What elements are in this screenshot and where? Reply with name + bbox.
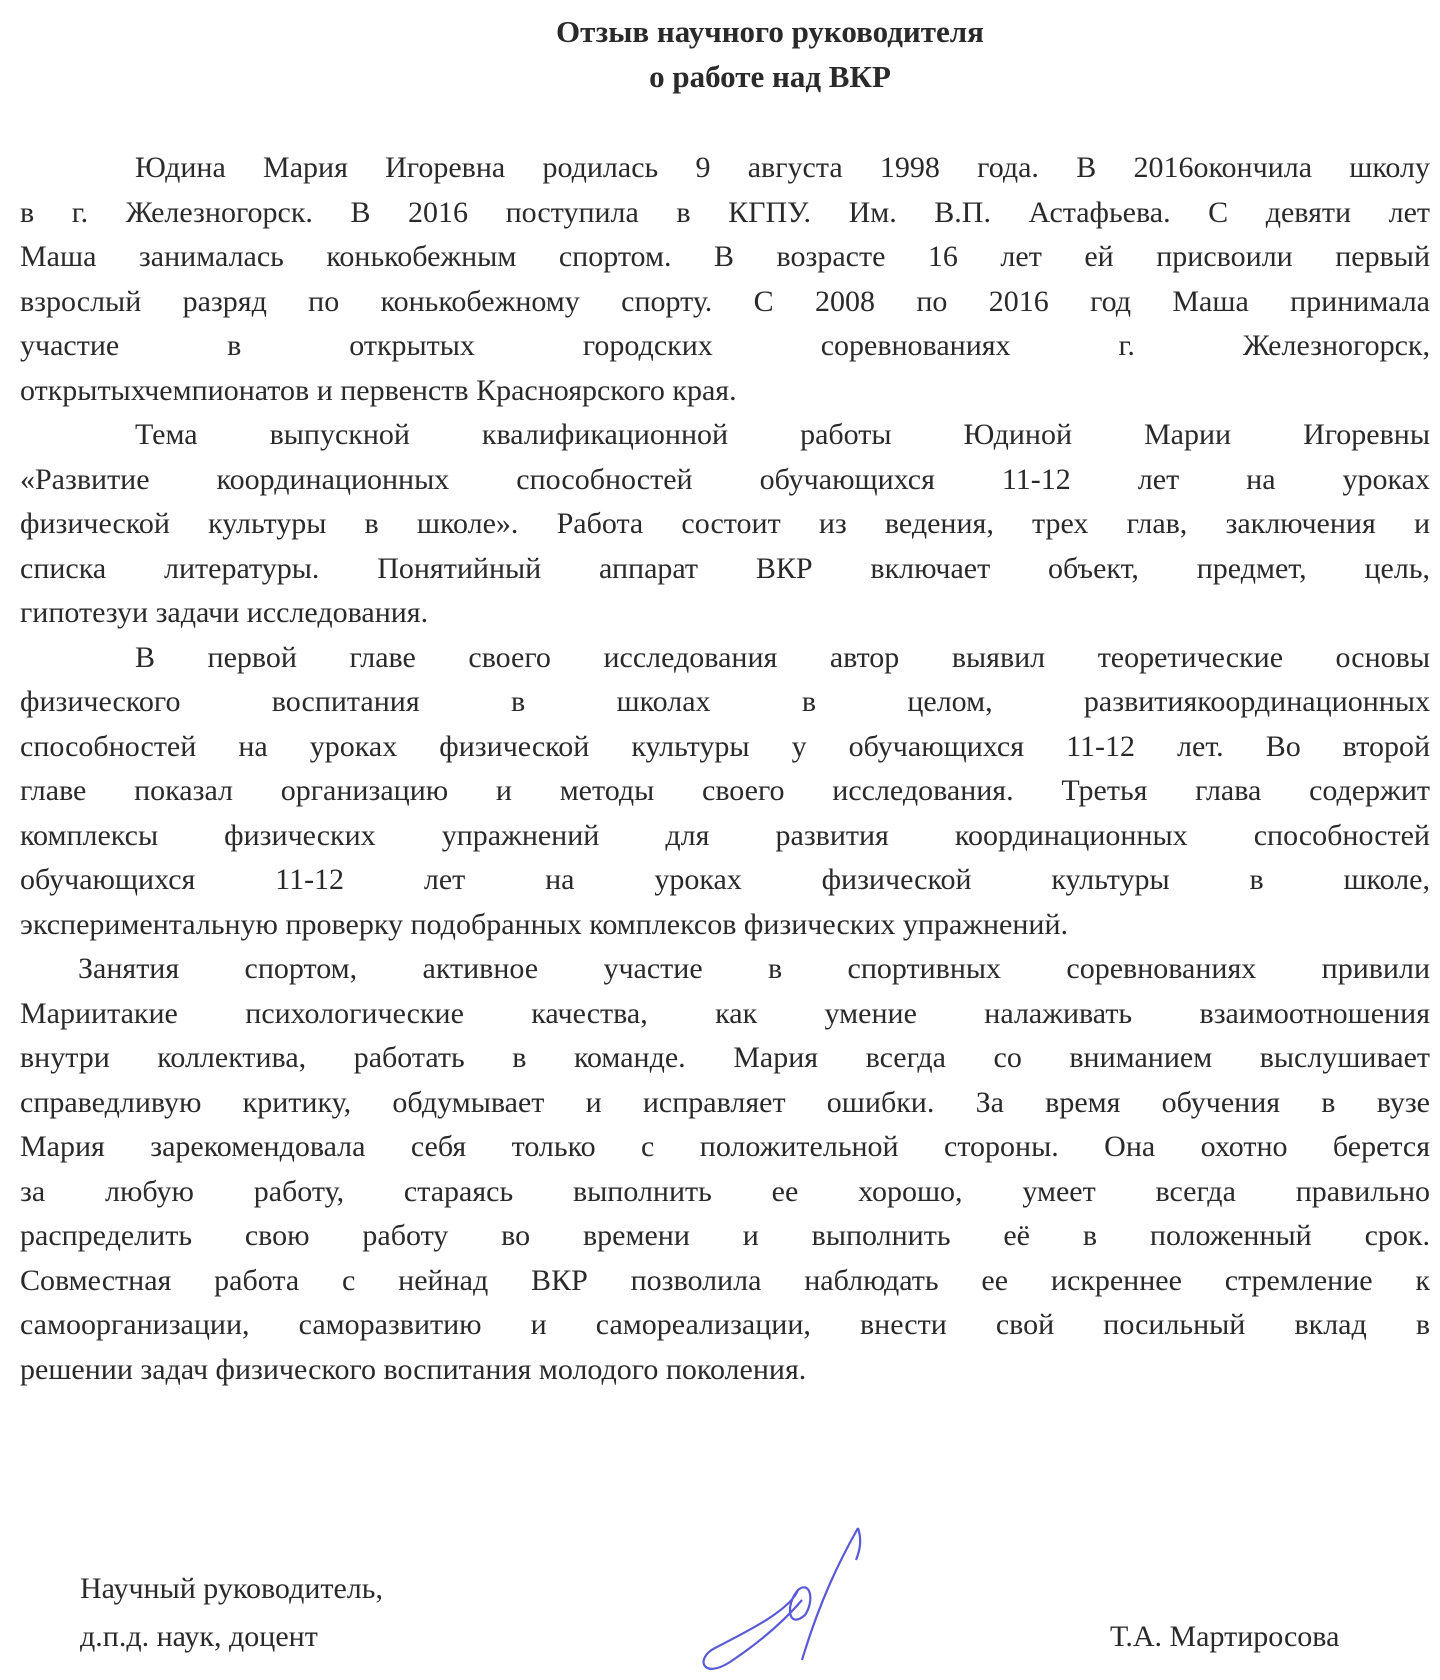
paragraph-line: решении задач физического воспитания молодого поколения. (20, 1352, 807, 1386)
supervisor-degree: д.п.д. наук, доцент (80, 1620, 318, 1653)
paragraph-line: Совместная работа с нейнад ВКР позволила наблюдать ее искреннее стремление к (20, 1263, 1430, 1297)
paragraph-line: В первой главе своего исследования автор выявил теоретические основы (135, 640, 1430, 674)
document-title: Отзыв научного руководителя (556, 14, 984, 49)
document-body (20, 146, 1430, 1392)
supervisor-name: Т.А. Мартиросова (1110, 1620, 1340, 1653)
paragraph-line: взрослый разряд по конькобежному спорту. С 2008 по 2016 год Маша принимала (20, 284, 1430, 318)
paragraph-line: участие в открытых городских соревнованиях г. Железногорск, (20, 329, 1430, 362)
paragraph-line: обучающихся 11-12 лет на уроках физической культуры в школе, (20, 863, 1430, 896)
paragraph-line: способностей на уроках физической культуры у обучающихся 11-12 лет. Во второй (20, 729, 1430, 763)
paragraph-line: физического воспитания в школах в целом, развитиякоординационных (20, 685, 1430, 718)
paragraph-line: Занятия спортом, активное участие в спортивных соревнованиях привили (78, 952, 1430, 985)
paragraph-line: физической культуры в школе». Работа состоит из ведения, трех глав, заключения и (20, 507, 1430, 540)
handwritten-signature (690, 1520, 880, 1670)
paragraph-line: Юдина Мария Игоревна родилась 9 августа 1998 года. В 2016окончила школу (135, 151, 1430, 184)
paragraph-line: в г. Железногорск. В 2016 поступила в КГПУ. Им. В.П. Астафьева. С девяти лет (20, 195, 1430, 229)
paragraph-line: самоорганизации, саморазвитию и самореализации, внести свой посильный вклад в (20, 1308, 1430, 1341)
paragraph-line: Мариитакие психологические качества, как умение налаживать взаимоотношения (20, 996, 1430, 1030)
paragraph-line: за любую работу, стараясь выполнить ее хорошо, умеет всегда правильно (20, 1174, 1430, 1208)
paragraph-line: распределить свою работу во времени и выполнить её в положенный срок. (20, 1219, 1430, 1252)
paragraph-line: гипотезуи задачи исследования. (20, 596, 429, 629)
paragraph-line: Мария зарекомендовала себя только с положительной стороны. Она охотно берется (20, 1130, 1430, 1163)
paragraph-line: главе показал организацию и методы своего исследования. Третья глава содержит (20, 774, 1430, 807)
paragraph-line: справедливую критику, обдумывает и исправляет ошибки. За время обучения в вузе (20, 1085, 1430, 1119)
paragraph-line: Маша занималась конькобежным спортом. В возрасте 16 лет ей присвоили первый (20, 240, 1430, 273)
paragraph-line: «Развитие координационных способностей обучающихся 11-12 лет на уроках (20, 462, 1430, 496)
paragraph-line: списка литературы. Понятийный аппарат ВКР включает объект, предмет, цель, (20, 551, 1430, 585)
paragraph-line: экспериментальную проверку подобранных комплексов физических упражнений. (20, 907, 1069, 941)
paragraph-line: открытыхчемпионатов и первенств Красноярского края. (20, 373, 737, 407)
paragraph-line: внутри коллектива, работать в команде. Мария всегда со вниманием выслушивает (20, 1041, 1430, 1074)
document-subtitle: о работе над ВКР (649, 59, 891, 94)
paragraph-line: Тема выпускной квалификационной работы Юдиной Марии Игоревны (135, 418, 1430, 451)
supervisor-title: Научный руководитель, (80, 1572, 383, 1605)
paragraph-line: комплексы физических упражнений для развития координационных способностей (20, 818, 1430, 852)
